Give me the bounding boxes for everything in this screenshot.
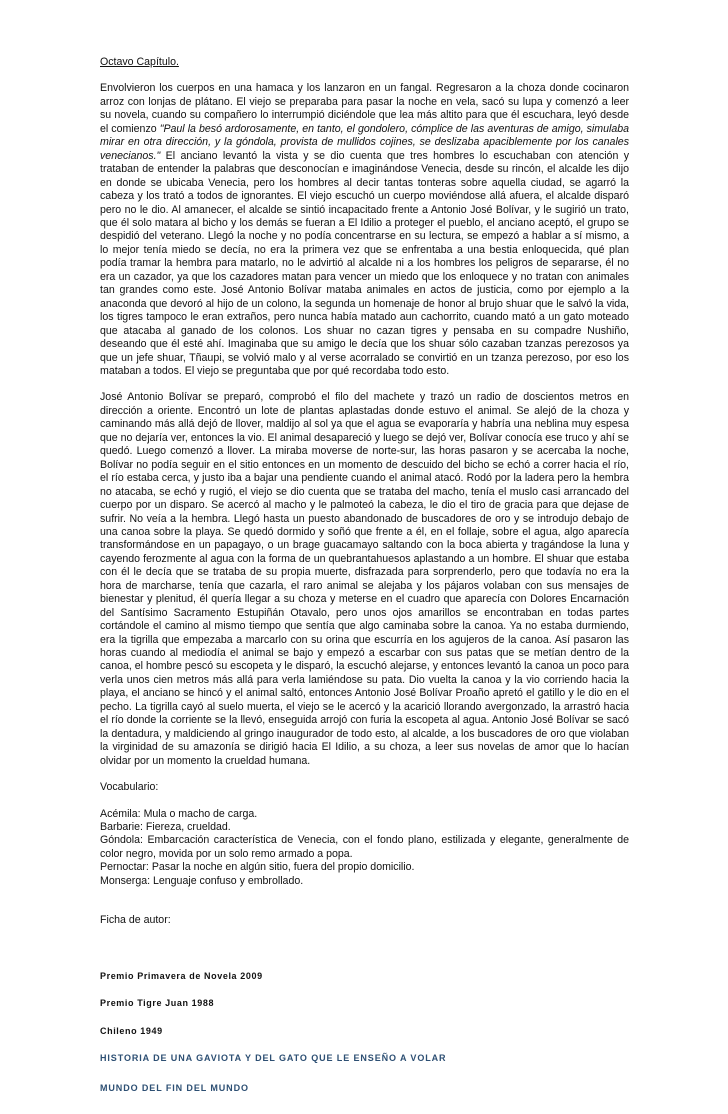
author-origin: Chileno 1949 xyxy=(100,1025,163,1036)
vocabulary-title: Vocabulario: xyxy=(100,781,159,794)
paragraph-1-quote: "Paul la besó ardorosamente, en tanto, el gondolero, cómplice de las aventuras de amigo, simulaba mirar en otra dirección, y la góndola, provista de mullidos cojines, se deslizaba apaciblemente por los canales venecianos." xyxy=(100,122,629,162)
vocabulary-item: Monserga: Lenguaje confuso y embrollado. xyxy=(100,874,304,887)
book-link[interactable]: MUNDO DEL FIN DEL MUNDO xyxy=(100,1082,249,1093)
paragraph-2: José Antonio Bolívar se preparó, comprobó el filo del machete y trazó un radio de doscientos metros en dirección a oriente. Encontró un lote de plantas aplastadas donde estuvo el animal. Se alejó de la choza y caminando más allá dejó de llover, maldijo al sol ya que el agua se evaporaría y habría una neblina muy espesa que no dejaría ver, entonces la vio. El animal desapareció y luego se dejó ver, Bolívar conocía ese truco y ahí se quedó. Luego comenzó a llover. La miraba moverse de norte-sur, las horas pasaron y se acercaba la noche, Bolívar no podía seguir en el sitio entonces en un momento de descuido del bicho se echó a correr hacia el río, el río estaba cerca, y justo iba a bajar una pendiente cuando el animal atacó. Rodó por la ladera pero la hembra no atacaba, se echó y rugió, el viejo se dio cuenta que se trataba del macho, tenía el muslo casi arrancado del cuerpo por un disparo. Se acercó al macho y le palmoteó la cabeza, le dio el tiro de gracia para que dejase de sufrir. No veía a la hembra. Llegó hasta un puesto abandonado de buscadores de oro y se introdujo debajo de una canoa sobre la playa. Se quedó dormido y soñó que frente a él, en el follaje, sobre el agua, algo aparecía transformándose en un papagayo, o un brage guacamayo saltando con la boca abierta y tragándose la luna y cayendo ferozmente al agua con la forma de un quebrantahuesos aplastando a un hombre. El shuar que estaba con él le decía que se trataba de su propia muerte, disfrazada para sorprenderlo, pero que todavía no era la hora de marcharse, tenía que cazarla, el raro animal se alejaba y los pájaros volaban con sus mensajes de bienestar y plenitud, él quería llegar a su choza y meterse en el cuadro que aparecía con Dolores Encarnación del Santísimo Sacramento Estupiñán Otavalo, pero unos ojos amarillos se encontraban en todas partes cortándole el camino al mismo tiempo que sentía que algo caminaba sobre la canoa. Ya no estaba durmiendo, era la tigrilla que empezaba a marcarlo con su orina que escurría en los agujeros de la canoa. Así pasaron las horas cuando al mediodía el animal se bajo y empezó a escarbar con sus patas que se metían dentro de la canoa, el hombre pescó su escopeta y le disparó, la escuchó alejarse, y entonces levantó la canoa un poco para verla unos cien metros más allá para verla lamiéndose su pata. Dio vuelta la canoa y la vio corriendo hacia la playa, el anciano se hincó y el animal saltó, entonces Antonio José Bolívar Proaño apretó el gatillo y le dio en el pecho. La tigrilla cayó al suelo muerta, el viejo se le acercó y la acarició llorando avergonzado, la arrastró hacia el río donde la corriente se la llevó, enseguida arrojó con furia la escopeta al agua. Antonio José Bolívar se sacó la dentadura, y maldiciendo al gringo inaugurador de todo esto, al alcalde, a los buscadores de oro que violaban la virginidad de su amazonía se dirigió hacia El Idilio, a su choza, a leer sus novelas de amor que lo hacían olvidar por un momento la crueldad humana. xyxy=(100,391,629,767)
author-card-title: Ficha de autor: xyxy=(100,914,171,927)
award-item: Premio Primavera de Novela 2009 xyxy=(100,970,263,981)
chapter-heading: Octavo Capítulo. xyxy=(100,56,179,68)
vocabulary-item: Acémila: Mula o macho de carga. xyxy=(100,807,258,820)
book-link[interactable]: HISTORIA DE UNA GAVIOTA Y DEL GATO QUE LE ENSEÑO A VOLAR xyxy=(100,1053,447,1064)
award-item: Premio Tigre Juan 1988 xyxy=(100,998,215,1009)
vocabulary-item: Barbarie: Fiereza, crueldad. xyxy=(100,821,231,834)
paragraph-1 xyxy=(100,82,629,378)
vocabulary-item: Pernoctar: Pasar la noche en algún sitio, fuera del propio domicilio. xyxy=(100,861,415,874)
paragraph-1-text-b: El anciano levantó la vista y se dio cuenta que tres hombres lo escuchaban con atención y trataban de entender la palabras que desconocían e imaginándose Venecia, desde su rincón, el alcalde les dijo en donde se ubicaba Venecia, pero los hombres al decir tantas tonteras sobre aquella ciudad, se agarró la cabeza y los trató a todos de ignorantes. El viejo escuchó un cuerpo moviéndose allá afuera, el alcalde disparó pero no le dio. Al amanecer, el alcalde se sintió incapacitado frente a Antonio José Bolívar, y le sugirió un trato, que él solo matara al bicho y los demás se fueran a El Idilio a proteger el pueblo, el anciano aceptó, el grupo se despidió del veterano. Llegó la noche y no podía concentrarse en su lectura, se empezó a hablar a sí mismo, a lo mejor tenía miedo se decía, no era la primera vez que se enfrentaba a una bestia enloquecida, qué plan podía tramar la hembra para matarlo, no le advirtió al alcalde ni a los hombres los peligros de separarse, él no era un cazador, ya que los cazadores matan para vencer un miedo que los enloquece y no tratan con animales tan grandes como este. José Antonio Bolívar mataba animales en actos de justicia, como por ejemplo a la anaconda que devoró al hijo de un colono, la segunda un homenaje de honor al brujo shuar que le salvó la vida, los tigres tampoco le eran extraños, pero nunca había matado aun cachorrito, cuando mató a un gato moteado que atacaba al ganado de los colonos. Los shuar no cazan tigres y pensaba en su compadre Nushiño, deseando que él esté ahí. Imaginaba que su amigo le decía que los shuar sólo cazaban tzanzas perezosos ya que un jefe shuar, Tñaupi, se volvió malo y al verse acorralado se convirtió en un tzanza perezoso, por eso los mataban a todos. El viejo se preguntaba que por qué recordaba todo esto. xyxy=(100,149,629,377)
vocabulary-item: Góndola: Embarcación característica de Venecia, con el fondo plano, estilizada y elegante, generalmente de color negro, movida por un solo remo armado a popa. xyxy=(100,834,629,860)
paragraph-1-text-a: Envolvieron los cuerpos en una hamaca y los lanzaron en un fangal. Regresaron a la choza donde cocinaron arroz con lonjas de plátano. El viejo se preparaba para pasar la noche en vela, sacó su lupa y comenzó a leer su novela, cuando su compañero lo interrumpió diciéndole que lea más altito para que él escuchara, leyó desde el comienzo xyxy=(100,82,629,135)
document-page xyxy=(100,56,629,1111)
vocabulary-list xyxy=(100,808,629,889)
